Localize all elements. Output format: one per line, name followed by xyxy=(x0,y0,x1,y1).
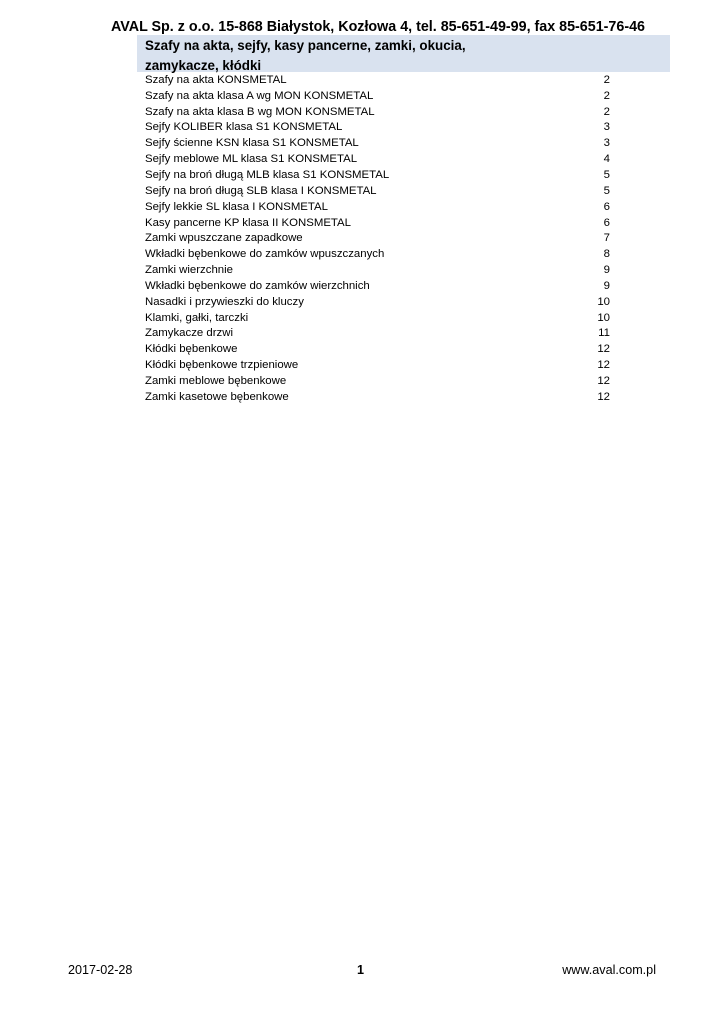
toc-row xyxy=(145,199,610,215)
toc-label: Zamki wpuszczane zapadkowe xyxy=(145,232,303,245)
toc-row xyxy=(145,294,610,310)
toc-label: Klamki, gałki, tarczki xyxy=(145,311,249,324)
toc-label: Wkładki bębenkowe do zamków wierzchnich xyxy=(145,279,370,292)
toc-page-number: 6 xyxy=(603,200,610,213)
toc-label: Szafy na akta klasa B wg MON KONSMETAL xyxy=(145,105,375,118)
toc-page-number: 3 xyxy=(603,137,610,150)
toc-row xyxy=(145,389,610,405)
toc-label: Zamki meblowe bębenkowe xyxy=(145,374,287,387)
toc-page-number: 12 xyxy=(597,359,610,372)
toc-label: Kłódki bębenkowe trzpieniowe xyxy=(145,359,299,372)
toc-label: Zamykacze drzwi xyxy=(145,327,233,340)
title-line-2: zamykacze, kłódki xyxy=(145,58,262,73)
toc-row xyxy=(145,341,610,357)
toc-page-number: 9 xyxy=(603,279,610,292)
title-line-1: Szafy na akta, sejfy, kasy pancerne, zamki, okucia, xyxy=(145,38,466,53)
toc-page-number: 10 xyxy=(597,295,610,308)
toc-row xyxy=(145,246,610,262)
toc-page-number: 10 xyxy=(597,311,610,324)
company-header: AVAL Sp. z o.o. 15-868 Białystok, Kozłowa 4, tel. 85-651-49-99, fax 85-651-76-46 xyxy=(111,19,645,35)
document-title xyxy=(145,36,545,76)
toc-page-number: 9 xyxy=(603,264,610,277)
toc-page-number: 2 xyxy=(603,89,610,102)
toc-page-number: 4 xyxy=(603,153,610,166)
toc-row xyxy=(145,373,610,389)
toc-label: Szafy na akta klasa A wg MON KONSMETAL xyxy=(145,89,374,102)
toc-label: Kasy pancerne KP klasa II KONSMETAL xyxy=(145,216,351,229)
toc-row xyxy=(145,357,610,373)
footer-page-number: 1 xyxy=(357,963,365,977)
toc-label: Sejfy na broń długą MLB klasa S1 KONSMETAL xyxy=(145,168,390,181)
toc-label: Nasadki i przywieszki do kluczy xyxy=(145,295,304,308)
toc-row xyxy=(145,88,610,104)
toc-label: Sejfy lekkie SL klasa I KONSMETAL xyxy=(145,200,328,213)
toc-page-number: 12 xyxy=(597,390,610,403)
toc-label: Kłódki bębenkowe xyxy=(145,343,238,356)
toc-label: Wkładki bębenkowe do zamków wpuszczanych xyxy=(145,248,385,261)
toc-row xyxy=(145,326,610,342)
toc-row xyxy=(145,135,610,151)
table-of-contents xyxy=(145,72,610,405)
toc-row xyxy=(145,151,610,167)
toc-label: Sejfy KOLIBER klasa S1 KONSMETAL xyxy=(145,121,343,134)
toc-label: Sejfy ścienne KSN klasa S1 KONSMETAL xyxy=(145,137,359,150)
toc-row xyxy=(145,215,610,231)
toc-label: Zamki kasetowe bębenkowe xyxy=(145,390,289,403)
footer-date: 2017-02-28 xyxy=(68,963,133,977)
footer-url: www.aval.com.pl xyxy=(562,963,656,977)
toc-label: Szafy na akta KONSMETAL xyxy=(145,73,287,86)
toc-page-number: 6 xyxy=(603,216,610,229)
toc-row xyxy=(145,310,610,326)
toc-page-number: 12 xyxy=(597,343,610,356)
toc-row xyxy=(145,167,610,183)
toc-page-number: 2 xyxy=(603,73,610,86)
toc-row xyxy=(145,120,610,136)
toc-row xyxy=(145,230,610,246)
toc-page-number: 5 xyxy=(603,168,610,181)
toc-page-number: 8 xyxy=(603,248,610,261)
toc-row xyxy=(145,278,610,294)
toc-page-number: 11 xyxy=(598,327,610,340)
toc-label: Sejfy meblowe ML klasa S1 KONSMETAL xyxy=(145,153,358,166)
toc-page-number: 5 xyxy=(603,184,610,197)
toc-page-number: 7 xyxy=(603,232,610,245)
toc-label: Sejfy na broń długą SLB klasa I KONSMETAL xyxy=(145,184,377,197)
toc-row xyxy=(145,183,610,199)
toc-page-number: 2 xyxy=(603,105,610,118)
toc-page-number: 12 xyxy=(597,374,610,387)
toc-row xyxy=(145,104,610,120)
toc-label: Zamki wierzchnie xyxy=(145,264,233,277)
toc-row xyxy=(145,72,610,88)
toc-page-number: 3 xyxy=(603,121,610,134)
toc-row xyxy=(145,262,610,278)
